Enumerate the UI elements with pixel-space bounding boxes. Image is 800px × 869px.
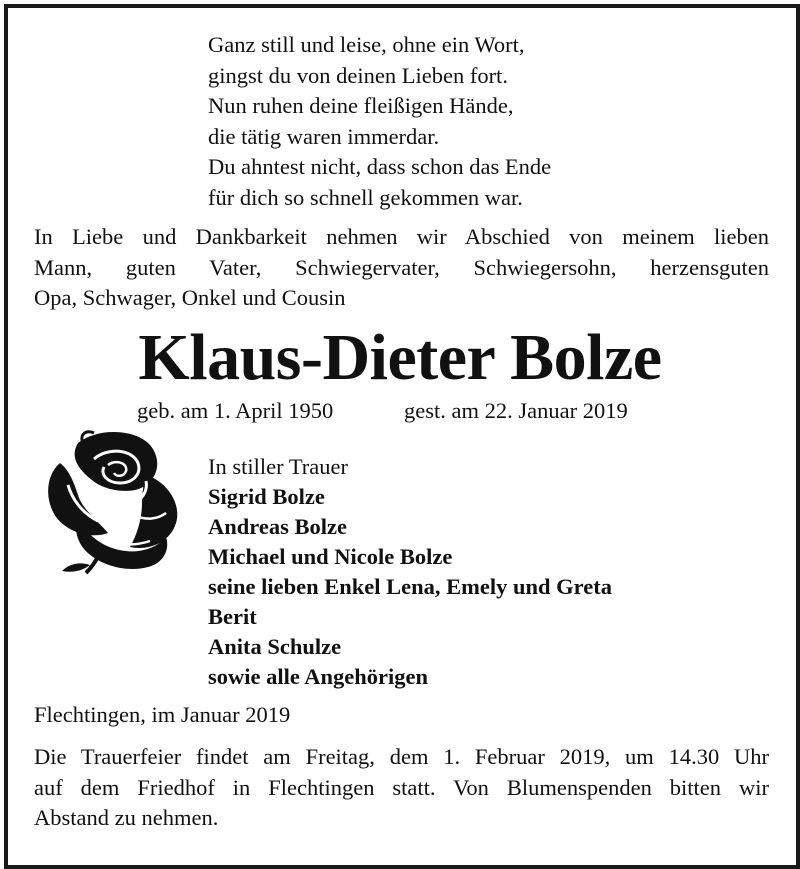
mourners-heading: In stiller Trauer (208, 454, 348, 479)
mourner-name: Sigrid Bolze (208, 484, 325, 509)
rose-icon (38, 425, 184, 575)
poem (208, 30, 551, 213)
mourner-name: Anita Schulze (208, 634, 342, 659)
death-date: gest. am 22. Januar 2019 (404, 398, 628, 423)
intro-line: In Liebe und Dankbarkeit nehmen wir Abschied von meinem lieben (34, 224, 769, 249)
mourner-name: Andreas Bolze (208, 514, 347, 539)
place-date: Flechtingen, im Januar 2019 (34, 702, 291, 727)
mourner-name: seine lieben Enkel Lena, Emely und Greta (208, 574, 612, 599)
deceased-name: Klaus-Dieter Bolze (138, 321, 662, 394)
mourner-name: sowie alle Angehörigen (208, 664, 428, 689)
funeral-line: auf dem Friedhof in Flechtingen statt. Von Blumenspenden bitten wir (34, 774, 769, 800)
mourner-name: Berit (208, 604, 257, 629)
poem-line: Nun ruhen deine fleißigen Hände, (208, 93, 514, 118)
intro-text (34, 222, 769, 314)
poem-line: Ganz still und leise, ohne ein Wort, (208, 32, 525, 57)
poem-line: die tätig waren immerdar. (208, 123, 440, 149)
mourner-name: Michael und Nicole Bolze (208, 544, 453, 569)
funeral-line: Die Trauerfeier findet am Freitag, dem 1. Februar 2019, um 14.30 Uhr (34, 744, 769, 769)
poem-line: gingst du von deinen Lieben fort. (208, 62, 508, 88)
funeral-info (34, 742, 769, 834)
funeral-line: Abstand zu nehmen. (34, 805, 219, 830)
intro-line: Opa, Schwager, Onkel und Cousin (34, 285, 346, 310)
poem-line: für dich so schnell gekommen war. (208, 184, 523, 210)
mourners-list (208, 452, 612, 692)
birth-date: geb. am 1. April 1950 (137, 398, 334, 423)
intro-line: Mann, guten Vater, Schwiegervater, Schwiegersohn, herzensguten (34, 254, 769, 280)
poem-line: Du ahntest nicht, dass schon das Ende (208, 154, 552, 179)
